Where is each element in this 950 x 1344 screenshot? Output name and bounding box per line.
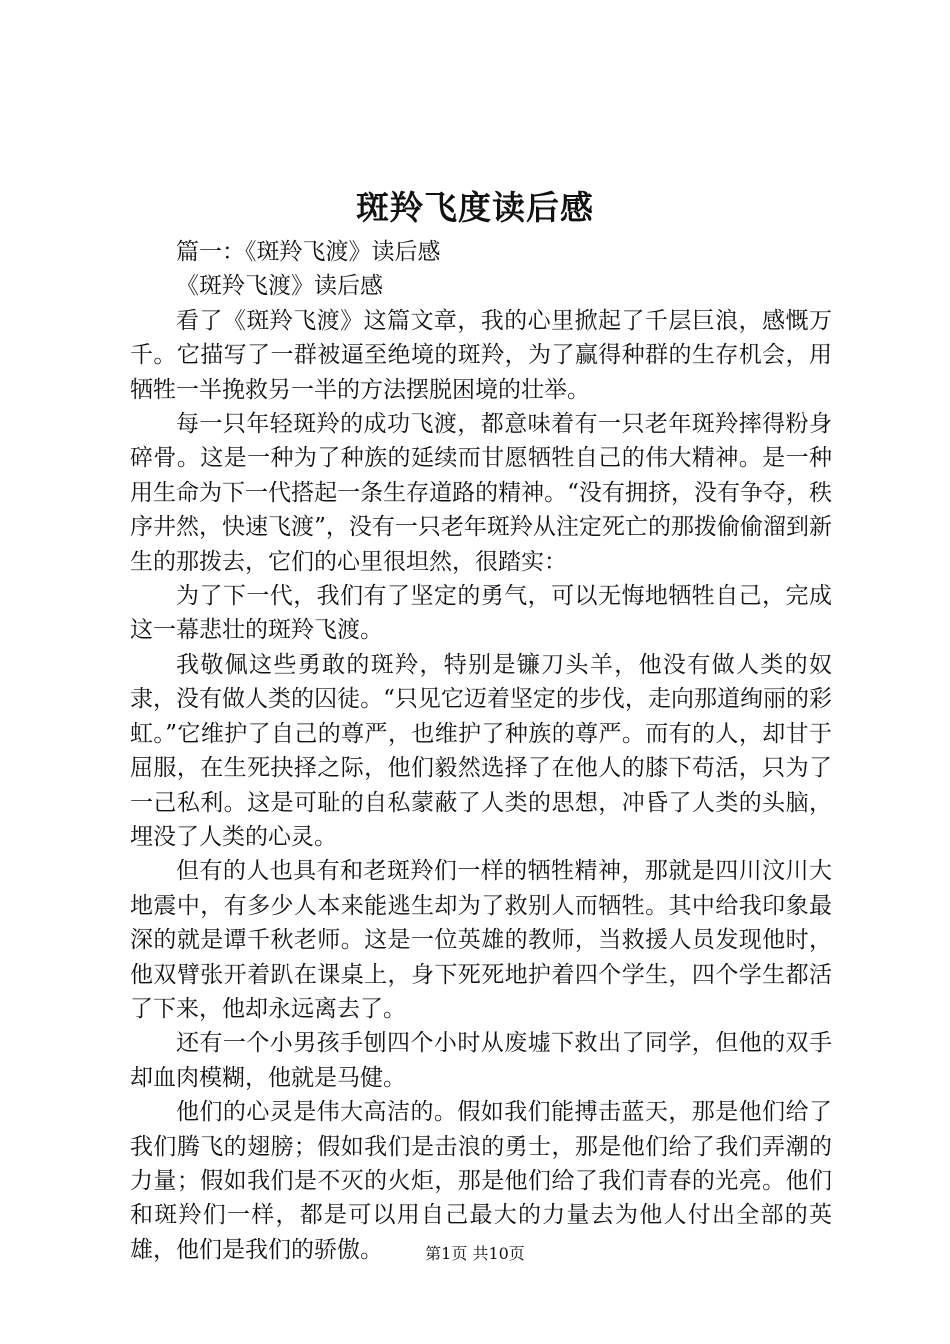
page-indicator: 第1页 共10页 <box>425 1244 525 1263</box>
paragraph: 还有一个小男孩手刨四个小时从废墟下救出了同学，但他的双手却血肉模糊，他就是马健。 <box>130 1030 832 1091</box>
paragraph: 我敬佩这些勇敢的斑羚，特别是镰刀头羊，他没有做人类的奴隶，没有做人类的囚徒。“只见它迈着坚定的步伐，走向那道绚丽的彩虹。”它维护了自己的尊严，也维护了种族的尊严。而有的人，却甘于屈服，在生死抉择之际，他们毅然选择了在他人的膝下苟活，只为了一己私利。这是可耻的自私蒙蔽了人类的思想，冲昏了人类的头脑，埋没了人类的心灵。 <box>130 651 832 850</box>
paragraph: 他们的心灵是伟大高洁的。假如我们能搏击蓝天，那是他们给了我们腾飞的翅膀；假如我们是击浪的勇士，那是他们给了我们弄潮的力量；假如我们是不灭的火炬，那是他们给了我们青春的光亮。他们和斑羚们一样，都是可以用自己最大的力量去为他人付出全部的英雄，他们是我们的骄傲。 <box>130 1099 832 1263</box>
paragraph: 但有的人也具有和老斑羚们一样的牺牲精神，那就是四川汶川大地震中，有多少人本来能逃生却为了救别人而牺牲。其中给我印象最深的就是谭千秋老师。这是一位英雄的教师，当救援人员发现他时，他双臂张开着趴在课桌上，身下死死地护着四个学生，四个学生都活了下来，他却永远离去了。 <box>130 858 832 1022</box>
section-heading: 篇一：《斑羚飞渡》读后感 <box>176 239 441 265</box>
document-title: 斑羚飞度读后感 <box>356 188 594 227</box>
document-body <box>130 235 832 1267</box>
paragraph: 看了《斑羚飞渡》这篇文章，我的心里掀起了千层巨浪，感慨万千。它描写了一群被逼至绝境的斑羚，为了赢得种群的生存机会，用牺牲一半挽救另一半的方法摆脱困境的壮举。 <box>130 307 832 403</box>
paragraph: 每一只年轻斑羚的成功飞渡，都意味着有一只老年斑羚摔得粉身碎骨。这是一种为了种族的延续而甘愿牺牲自己的伟大精神。是一种用生命为下一代搭起一条生存道路的精神。“没有拥挤，没有争夺，秩序井然，快速飞渡”，没有一只老年斑羚从注定死亡的那拨偷偷溜到新生的那拨去，它们的心里很坦然，很踏实： <box>130 411 832 575</box>
paragraph: 为了下一代，我们有了坚定的勇气，可以无悔地牺牲自己，完成这一幕悲壮的斑羚飞渡。 <box>130 583 832 644</box>
article-title-line: 《斑羚飞渡》读后感 <box>176 273 383 300</box>
